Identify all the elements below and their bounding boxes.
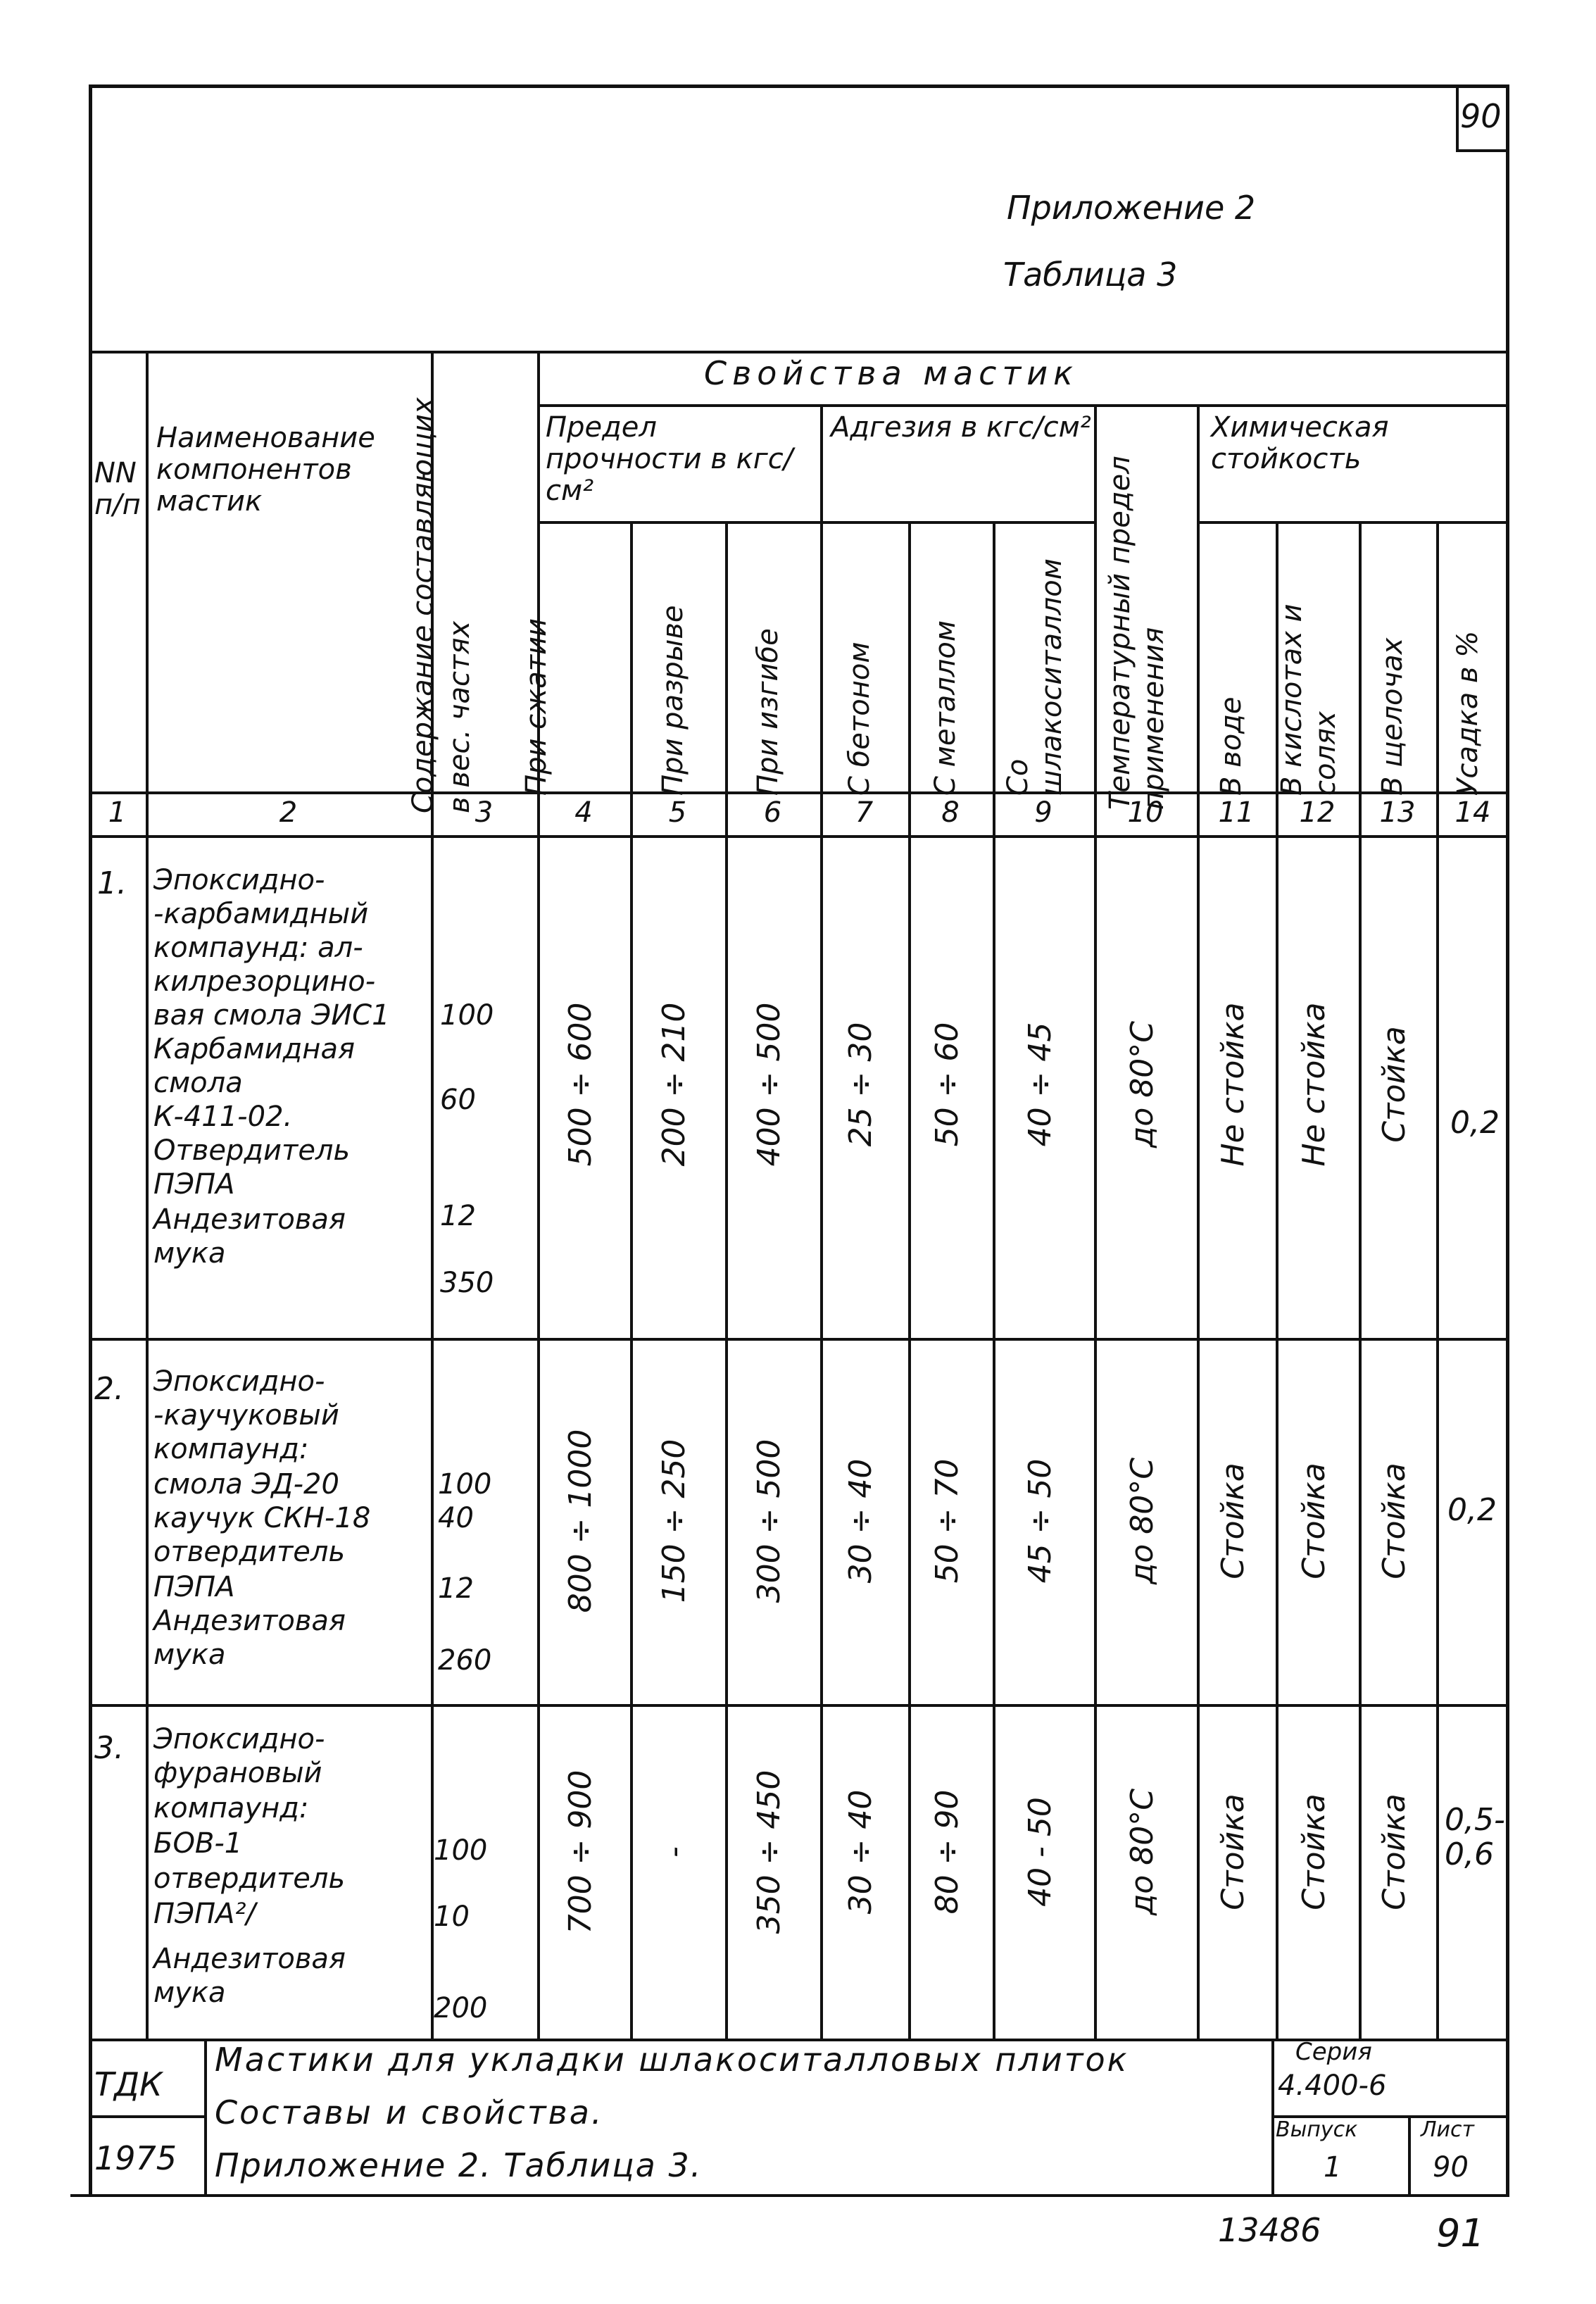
header-compression: При сжатии — [520, 618, 553, 796]
compression-value: 500 ÷ 600 — [563, 1002, 598, 1167]
name-line: ПЭПА — [153, 1168, 235, 1201]
colnum-4: 4 — [574, 796, 593, 829]
stamp-sheet-label: Лист — [1421, 2117, 1475, 2142]
concrete-value: 30 ÷ 40 — [843, 1458, 879, 1584]
col-line-7 — [908, 521, 911, 2039]
col-line-4 — [630, 521, 633, 2039]
compression-value: 700 ÷ 900 — [563, 1770, 598, 1934]
stamp-year: 1975 — [94, 2139, 177, 2177]
content-value: 60 — [440, 1084, 476, 1116]
alkali-value: Стойка — [1376, 1026, 1412, 1143]
stamp-series: 4.400-6 — [1278, 2070, 1387, 2102]
name-line: отвердитель — [153, 1536, 346, 1568]
slag-value: 40 - 50 — [1022, 1797, 1058, 1907]
content-value: 10 — [434, 1901, 470, 1933]
compression-value: 800 ÷ 1000 — [563, 1429, 598, 1613]
col-line-9 — [1094, 404, 1097, 2039]
colnum-9: 9 — [1034, 796, 1053, 829]
row-number: 3. — [94, 1730, 124, 1766]
name-line: ПЭПА — [153, 1571, 235, 1603]
content-value: 100 — [434, 1834, 488, 1867]
name-line: ПЭПА²/ — [153, 1898, 256, 1930]
header-name: Наименование компонентов мастик — [156, 422, 375, 518]
name-line: Эпоксидно- — [153, 1723, 325, 1755]
stamp-bottom-line — [70, 2194, 1509, 2197]
shrink-value: 0,2 — [1450, 1105, 1500, 1141]
tension-value: 150 ÷ 250 — [656, 1439, 692, 1603]
stamp-sheet: 90 — [1433, 2151, 1469, 2184]
header-water: В воде — [1215, 696, 1248, 796]
concrete-value: 30 ÷ 40 — [843, 1789, 879, 1915]
colnum-3: 3 — [475, 796, 494, 829]
name-line: компаунд: — [153, 1792, 309, 1824]
colnum-11: 11 — [1218, 796, 1255, 829]
colnum-12: 12 — [1299, 796, 1336, 829]
name-line: смола ЭД-20 — [153, 1468, 339, 1501]
header-strength: Предел прочности в кгс/см² — [546, 411, 793, 507]
name-line: мука — [153, 1639, 226, 1671]
tension-value: - — [656, 1846, 692, 1858]
name-line: компаунд: ал- — [153, 932, 363, 964]
footer-code: 13486 — [1218, 2211, 1321, 2249]
header-content: Содержание составляющих в вес. частях — [407, 397, 476, 813]
name-line: БОВ-1 — [153, 1827, 243, 1860]
tension-value: 200 ÷ 210 — [656, 1002, 692, 1167]
colnum-7: 7 — [855, 796, 874, 829]
header-shrink: Усадка в % — [1452, 630, 1484, 796]
stamp-title-line2: Составы и свойства. — [215, 2093, 604, 2131]
sheet-number: 90 — [1460, 97, 1502, 135]
row1-bottom-line — [89, 1338, 1509, 1341]
name-line: Андезитовая — [153, 1943, 346, 1975]
stamp-issue-label: Выпуск — [1276, 2117, 1358, 2142]
header-bending: При изгибе — [752, 628, 784, 796]
temp-value: до 80°С — [1124, 1788, 1160, 1916]
metal-value: 50 ÷ 60 — [929, 1022, 965, 1147]
header-metal: С металлом — [929, 620, 962, 796]
colnum-14: 14 — [1454, 796, 1491, 829]
content-value: 12 — [438, 1572, 474, 1605]
bending-value: 350 ÷ 450 — [751, 1770, 787, 1934]
name-line: каучук СКН-18 — [153, 1502, 371, 1534]
group-line — [537, 404, 1509, 407]
temp-value: до 80°С — [1124, 1457, 1160, 1585]
name-line: фурановый — [153, 1757, 322, 1789]
name-line: Андезитовая — [153, 1605, 346, 1637]
water-value: Стойка — [1215, 1463, 1251, 1579]
colnum-6: 6 — [763, 796, 782, 829]
stamp-issue: 1 — [1324, 2151, 1342, 2184]
col-line-13 — [1436, 521, 1439, 2039]
name-line: смола — [153, 1067, 243, 1099]
colnum-1: 1 — [108, 796, 127, 829]
concrete-value: 25 ÷ 30 — [843, 1022, 879, 1147]
content-value: 350 — [440, 1267, 494, 1299]
colnum-bottom-line — [89, 835, 1509, 838]
temp-value: до 80°С — [1124, 1020, 1160, 1148]
col-line-6 — [820, 404, 823, 2039]
stamp-title-line1: Мастики для укладки шлакоситалловых плиток — [215, 2041, 1129, 2079]
header-num: NN п/п — [94, 457, 141, 521]
name-line: Отвердитель — [153, 1134, 351, 1167]
col-line-8 — [993, 521, 995, 2039]
header-alkali: В щелочах — [1376, 637, 1409, 796]
content-value: 100 — [440, 999, 494, 1032]
row2-bottom-line — [89, 1704, 1509, 1707]
colnum-8: 8 — [941, 796, 960, 829]
water-value: Не стойка — [1215, 1002, 1251, 1167]
acids-value: Стойка — [1296, 1463, 1332, 1579]
header-properties: Свойства мастик — [704, 354, 1079, 392]
water-value: Стойка — [1215, 1793, 1251, 1910]
col-line-1 — [146, 351, 149, 2039]
acids-value: Не стойка — [1296, 1002, 1332, 1167]
header-tension: При разрыве — [657, 605, 689, 796]
header-slag: Со шлакоситаллом — [1002, 558, 1068, 796]
name-line: компаунд: — [153, 1433, 309, 1465]
row-number: 1. — [97, 865, 127, 901]
header-chemical: Химическая стойкость — [1211, 411, 1389, 475]
content-value: 100 — [438, 1468, 492, 1501]
name-line: -каучуковый — [153, 1399, 339, 1432]
name-line: Карбамидная — [153, 1033, 356, 1065]
stamp-left-divider — [204, 2039, 207, 2197]
colnum-2: 2 — [279, 796, 298, 829]
metal-value: 50 ÷ 70 — [929, 1458, 965, 1584]
name-line: Эпоксидно- — [153, 864, 325, 896]
content-value: 40 — [438, 1502, 474, 1534]
stamp-title-line3: Приложение 2. Таблица 3. — [215, 2146, 703, 2184]
name-line: вая смола ЭИС1 — [153, 999, 390, 1032]
alkali-value: Стойка — [1376, 1793, 1412, 1910]
name-line: К-411-02. — [153, 1101, 293, 1133]
bending-value: 400 ÷ 500 — [751, 1002, 787, 1167]
shrink-value: 0,5-0,6 — [1445, 1802, 1505, 1873]
subgroup-line — [537, 521, 1094, 524]
col-line-5 — [725, 521, 728, 2039]
metal-value: 80 ÷ 90 — [929, 1789, 965, 1915]
name-line: Андезитовая — [153, 1203, 346, 1236]
alkali-value: Стойка — [1376, 1463, 1412, 1579]
content-value: 12 — [440, 1200, 476, 1232]
table-label: Таблица 3 — [1003, 256, 1178, 294]
stamp-series-label: Серия — [1295, 2038, 1372, 2066]
table-top-line — [89, 351, 1509, 353]
row-number: 2. — [94, 1371, 124, 1407]
slag-value: 40 ÷ 45 — [1022, 1022, 1058, 1147]
stamp-org: ТДК — [94, 2065, 163, 2103]
colnum-10: 10 — [1127, 796, 1164, 829]
name-line: килрезорцино- — [153, 965, 376, 998]
content-value: 260 — [438, 1644, 492, 1677]
slag-value: 45 ÷ 50 — [1022, 1458, 1058, 1584]
footer-page: 91 — [1436, 2211, 1485, 2255]
header-concrete: С бетоном — [843, 641, 876, 796]
name-line: мука — [153, 1977, 226, 2009]
stamp-sheet-divider — [1408, 2115, 1411, 2197]
bending-value: 300 ÷ 500 — [751, 1439, 787, 1603]
name-line: -карбамидный — [153, 898, 369, 930]
colnum-13: 13 — [1379, 796, 1416, 829]
stamp-left-mid — [89, 2115, 204, 2118]
name-line: отвердитель — [153, 1862, 346, 1895]
colnum-5: 5 — [668, 796, 687, 829]
appendix-label: Приложение 2 — [1007, 189, 1256, 227]
subgroup-line-chem — [1197, 521, 1509, 524]
content-value: 200 — [434, 1992, 488, 2024]
name-line: мука — [153, 1237, 226, 1270]
acids-value: Стойка — [1296, 1793, 1332, 1910]
header-adhesion: Адгезия в кгс/см² — [831, 411, 1091, 444]
col-line-10 — [1197, 404, 1200, 2039]
header-temp: Температурный предел применения — [1104, 456, 1170, 810]
shrink-value: 0,2 — [1447, 1492, 1497, 1528]
name-line: Эпоксидно- — [153, 1365, 325, 1398]
header-acids: В кислотах и солях — [1276, 603, 1342, 796]
